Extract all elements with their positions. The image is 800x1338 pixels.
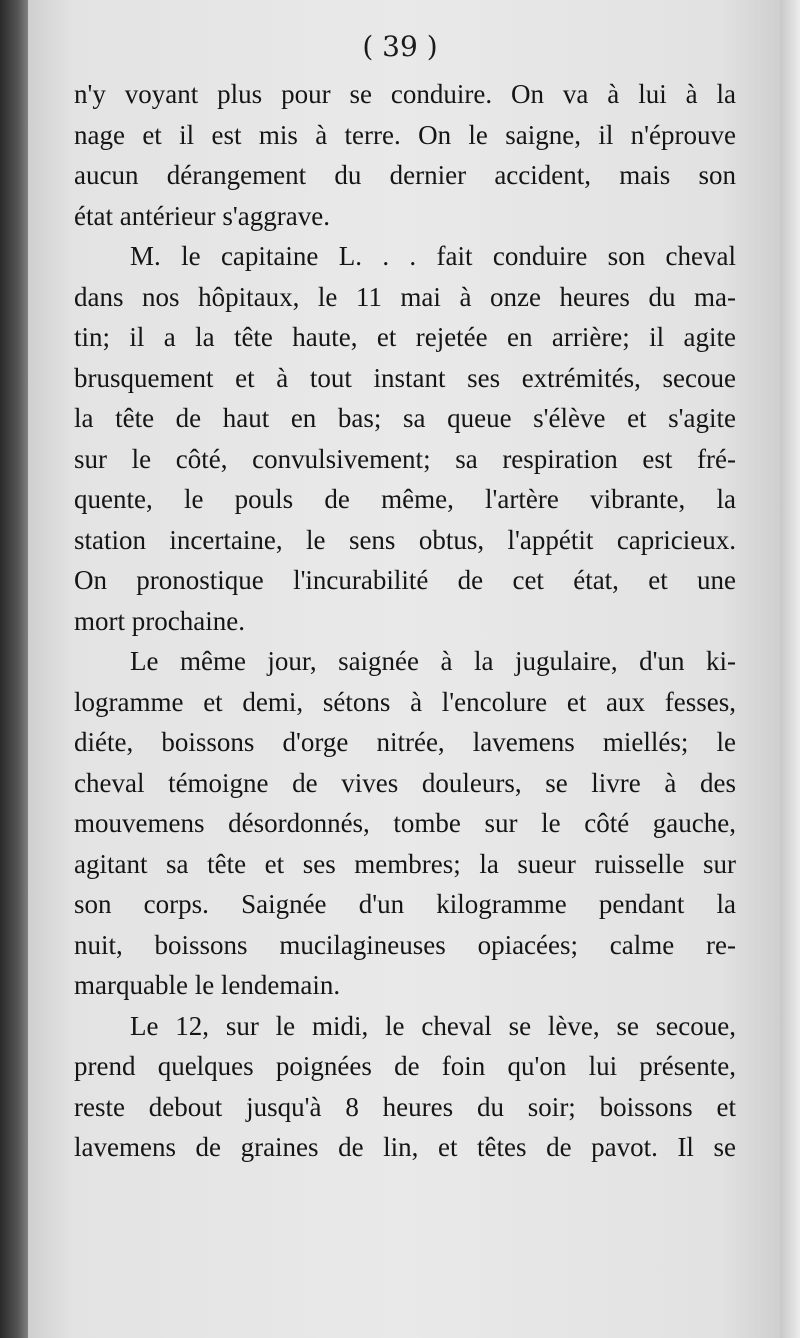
text-line: prend quelques poignées de foin qu'on lui présente, bbox=[74, 1051, 736, 1081]
text-line: dans nos hôpitaux, le 11 mai à onze heures du ma- bbox=[74, 281, 736, 312]
page-text bbox=[74, 74, 736, 1168]
text-line: station incertaine, le sens obtus, l'appétit capricieux. bbox=[74, 524, 736, 555]
text-line: lavemens de graines de lin, et têtes de pavot. Il se bbox=[74, 1132, 736, 1162]
text-line: son corps. Saignée d'un kilogramme pendant la bbox=[74, 889, 736, 919]
text-line: mouvemens désordonnés, tombe sur le côté gauche, bbox=[74, 808, 736, 838]
text-line: marquable le lendemain. bbox=[74, 970, 341, 1000]
text-line: reste debout jusqu'à 8 heures du soir; boissons et bbox=[74, 1091, 736, 1122]
text-line: sur le côté, convulsivement; sa respiration est fré- bbox=[74, 443, 736, 474]
text-line: nage et il est mis à terre. On le saigne, il n'éprouve bbox=[74, 119, 736, 150]
text-line: état antérieur s'aggrave. bbox=[74, 200, 330, 231]
text-line: n'y voyant plus pour se conduire. On va à lui à la bbox=[74, 79, 736, 109]
text-line: Le même jour, saignée à la jugulaire, d'un ki- bbox=[130, 646, 736, 676]
text-line: Le 12, sur le midi, le cheval se lève, se secoue, bbox=[130, 1010, 736, 1041]
text-line: On pronostique l'incurabilité de cet état, et une bbox=[74, 565, 736, 595]
text-line: logramme et demi, sétons à l'encolure et aux fesses, bbox=[74, 686, 736, 717]
book-gutter-shadow bbox=[0, 0, 30, 1338]
text-line: aucun dérangement du dernier accident, mais son bbox=[74, 160, 736, 190]
text-line: brusquement et à tout instant ses extrémités, secoue bbox=[74, 362, 736, 393]
text-line: mort prochaine. bbox=[74, 605, 245, 636]
text-line: quente, le pouls de même, l'artère vibrante, la bbox=[74, 484, 736, 514]
text-line: la tête de haut en bas; sa queue s'élève et s'agite bbox=[74, 403, 736, 433]
text-line: M. le capitaine L. . . fait conduire son cheval bbox=[130, 241, 736, 271]
text-line: nuit, boissons mucilagineuses opiacées; calme re- bbox=[74, 929, 736, 960]
text-line: agitant sa tête et ses membres; la sueur ruisselle sur bbox=[74, 848, 736, 879]
page-right-margin bbox=[780, 0, 800, 1338]
text-line: diéte, boissons d'orge nitrée, lavemens miellés; le bbox=[74, 727, 736, 757]
text-line: cheval témoigne de vives douleurs, se livre à des bbox=[74, 767, 736, 798]
page-number: ( 39 ) bbox=[362, 30, 438, 63]
text-line: tin; il a la tête haute, et rejetée en arrière; il agite bbox=[74, 322, 736, 352]
